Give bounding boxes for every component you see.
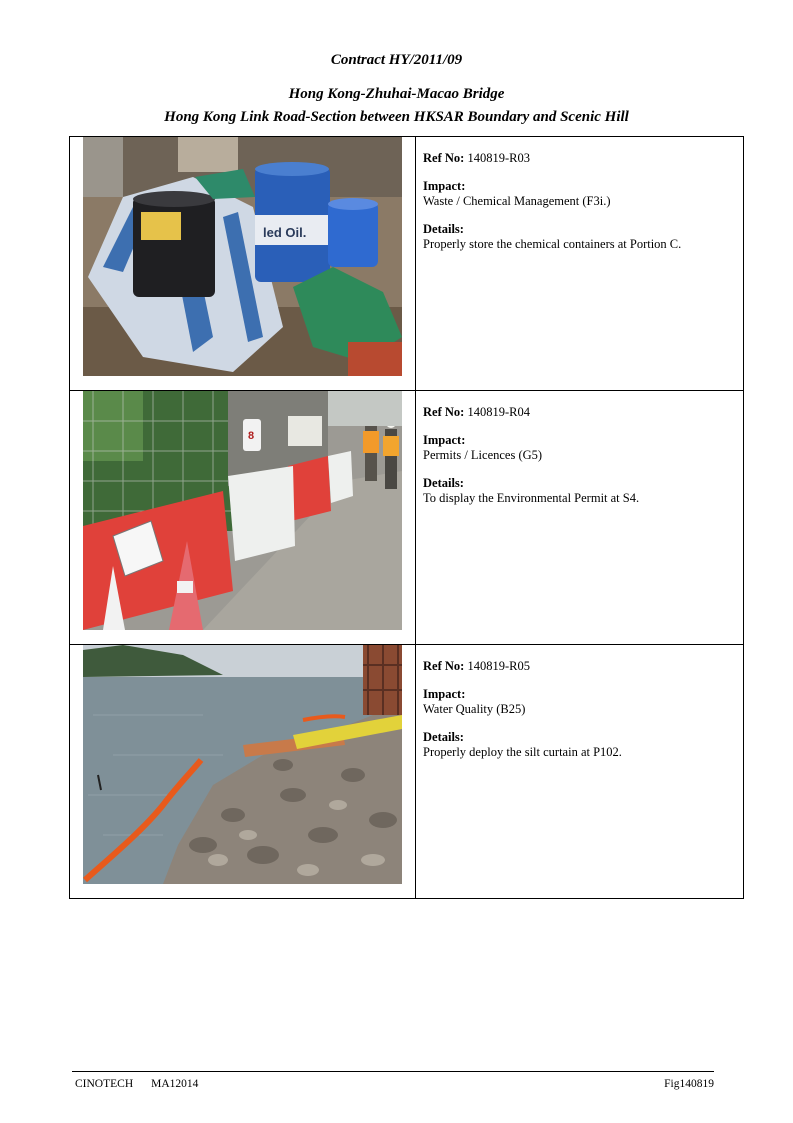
site-barriers-photo [83, 391, 402, 630]
ref-value: 140819-R05 [467, 659, 530, 673]
ref-label: Ref No: [423, 659, 465, 673]
silt-curtain-shoreline-photo [83, 645, 402, 884]
ref-label: Ref No: [423, 151, 465, 165]
impact-value: Water Quality (B25) [423, 702, 526, 716]
table-row [70, 391, 744, 645]
impact-block [423, 687, 735, 717]
table-row [70, 645, 744, 899]
ref-line [423, 659, 735, 674]
contract-title: Contract HY/2011/09 [330, 52, 463, 68]
details-value: To display the Environmental Permit at S4. [423, 491, 640, 505]
info-cell [416, 391, 744, 645]
details-block [423, 730, 735, 760]
chemical-drums-photo [83, 137, 402, 376]
impact-block [423, 433, 735, 463]
ref-line [423, 405, 735, 420]
details-label: Details: [423, 730, 464, 744]
impact-label: Impact: [423, 433, 466, 447]
impact-block [423, 179, 735, 209]
footer-left [75, 1078, 198, 1090]
photo-cell [70, 137, 416, 391]
details-block [423, 476, 735, 506]
footer-divider [72, 1071, 714, 1072]
ref-value: 140819-R04 [467, 405, 530, 419]
footer-figure: Fig140819 [664, 1078, 714, 1090]
details-value: Properly store the chemical containers at Portion C. [423, 237, 682, 251]
project-title: Hong Kong-Zhuhai-Macao Bridge [288, 86, 505, 102]
footer-company: CINOTECH [75, 1078, 134, 1090]
impact-value: Waste / Chemical Management (F3i.) [423, 194, 611, 208]
ref-value: 140819-R03 [467, 151, 530, 165]
ref-line [423, 151, 735, 166]
impact-value: Permits / Licences (G5) [423, 448, 543, 462]
photo-cell [70, 645, 416, 899]
impact-label: Impact: [423, 687, 466, 701]
table-row [70, 137, 744, 391]
details-label: Details: [423, 476, 464, 490]
details-label: Details: [423, 222, 464, 236]
details-block [423, 222, 735, 252]
impact-label: Impact: [423, 179, 466, 193]
section-title: Hong Kong Link Road-Section between HKSAR Boundary and Scenic Hill [164, 109, 629, 125]
info-cell [416, 645, 744, 899]
sign-number-text: 8 [248, 430, 255, 442]
details-value: Properly deploy the silt curtain at P102. [423, 745, 622, 759]
info-cell [416, 137, 744, 391]
footer-code: MA12014 [151, 1078, 199, 1090]
photo-cell [70, 391, 416, 645]
drum-label-text: led Oil. [263, 225, 307, 240]
findings-table [69, 136, 744, 899]
ref-label: Ref No: [423, 405, 465, 419]
